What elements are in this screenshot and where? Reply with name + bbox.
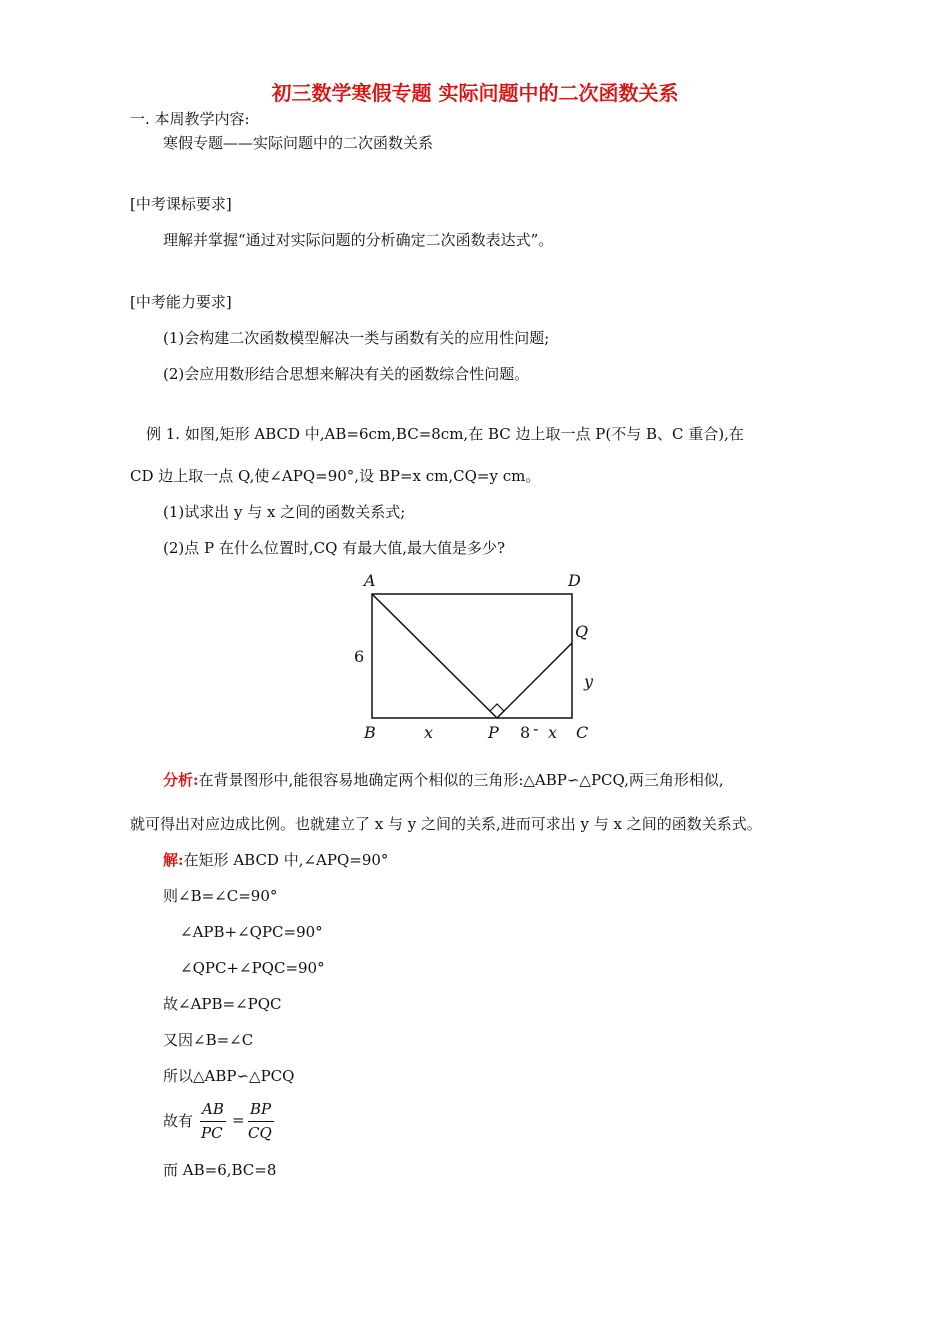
solution-step-6: 所以△ABP∽△PCQ	[163, 1067, 295, 1085]
curriculum-text: 理解并掌握“通过对实际问题的分析确定二次函数表达式”。	[163, 231, 554, 249]
example-question-2: (2)点 P 在什么位置时,CQ 有最大值,最大值是多少?	[163, 539, 505, 557]
label-b: B	[364, 723, 376, 742]
frac-left-numerator: AB	[202, 1100, 224, 1118]
frac-right-numerator: BP	[250, 1100, 272, 1118]
ability-heading: [中考能力要求]	[130, 293, 232, 311]
analysis-line-2: 就可得出对应边成比例。也就建立了 x 与 y 之间的关系,进而可求出 y 与 x 之间的函数关系式。	[130, 815, 762, 833]
ratio-prefix: 故有	[163, 1112, 194, 1130]
right-angle-mark	[490, 704, 504, 718]
rectangle-figure	[340, 566, 610, 750]
solution-step-3: ∠QPC+∠PQC=90°	[180, 959, 325, 977]
solution-label: 解:	[163, 851, 184, 869]
label-x: x	[424, 723, 434, 742]
label-a: A	[364, 571, 376, 590]
analysis-text: 在背景图形中,能很容易地确定两个相似的三角形:△ABP∽△PCQ,两三角形相似,	[198, 771, 724, 789]
solution-step-5: 又因∠B=∠C	[163, 1031, 254, 1049]
rectangle-abcd	[372, 594, 572, 718]
example-line-1: 例 1. 如图,矩形 ABCD 中,AB=6cm,BC=8cm,在 BC 边上取一点 P(不与 B、C 重合),在	[146, 425, 744, 443]
example-question-1: (1)试求出 y 与 x 之间的函数关系式;	[163, 503, 406, 521]
label-minus: -	[533, 719, 539, 738]
solution-first: 在矩形 ABCD 中,∠APQ=90°	[183, 851, 389, 869]
frac-right-denominator: CQ	[248, 1124, 272, 1142]
ratio-equation	[200, 1098, 280, 1146]
label-d: D	[568, 571, 581, 590]
page-title: 初三数学寒假专题 实际问题中的二次函数关系	[271, 81, 679, 105]
section-content: 寒假专题——实际问题中的二次函数关系	[163, 134, 434, 152]
solution-first-line	[163, 850, 388, 870]
label-y: y	[584, 672, 594, 691]
frac-right-bar	[248, 1121, 274, 1122]
frac-left-denominator: PC	[201, 1124, 223, 1142]
segment-pq	[497, 643, 572, 718]
solution-step-4: 故∠APB=∠PQC	[163, 995, 282, 1013]
ability-item-1: (1)会构建二次函数模型解决一类与函数有关的应用性问题;	[163, 329, 550, 347]
label-c: C	[576, 723, 589, 742]
label-ab-length: 6	[354, 647, 365, 666]
analysis-line-1	[163, 770, 724, 790]
solution-step-2: ∠APB+∠QPC=90°	[180, 923, 323, 941]
label-p: P	[488, 723, 499, 742]
equals-sign: =	[232, 1111, 245, 1129]
label-q: Q	[575, 622, 589, 641]
segment-ap	[372, 594, 497, 718]
section-heading: 一. 本周教学内容:	[130, 110, 250, 128]
ability-item-2: (2)会应用数形结合思想来解决有关的函数综合性问题。	[163, 365, 530, 383]
label-x-2: x	[548, 723, 558, 742]
example-line-2: CD 边上取一点 Q,使∠APQ=90°,设 BP=x cm,CQ=y cm。	[130, 467, 541, 485]
curriculum-heading: [中考课标要求]	[130, 195, 232, 213]
frac-left-bar	[200, 1121, 226, 1122]
label-eight: 8	[520, 723, 531, 742]
solution-last: 而 AB=6,BC=8	[163, 1161, 277, 1179]
solution-step-1: 则∠B=∠C=90°	[163, 887, 278, 905]
analysis-label: 分析:	[163, 771, 199, 789]
